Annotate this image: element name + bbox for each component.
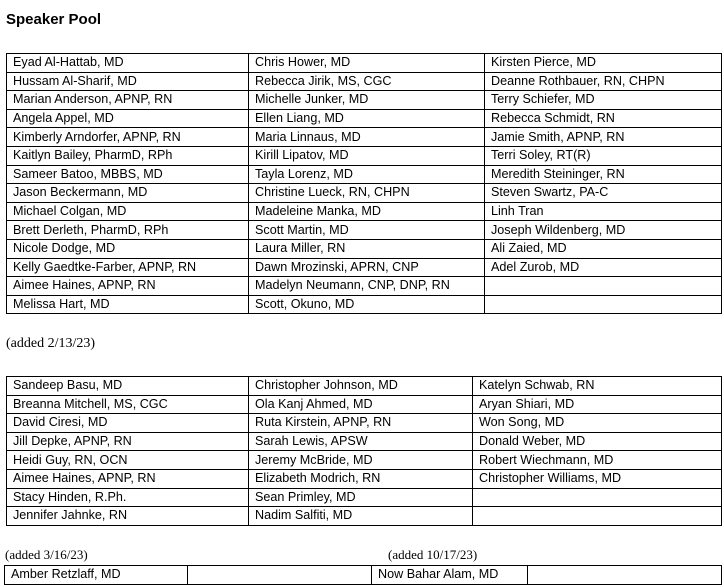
speaker-cell: Katelyn Schwab, RN (473, 377, 722, 396)
table-row (7, 295, 722, 314)
table-row (7, 395, 722, 414)
speaker-cell: Jason Beckermann, MD (7, 184, 249, 203)
speaker-cell: Jamie Smith, APNP, RN (485, 128, 722, 147)
speaker-table-3 (4, 565, 722, 585)
table-row (7, 202, 722, 221)
speaker-cell: Aryan Shiari, MD (473, 395, 722, 414)
table-row (7, 54, 722, 73)
speaker-cell: Donald Weber, MD (473, 432, 722, 451)
speaker-cell: Ali Zaied, MD (485, 239, 722, 258)
speaker-cell: Jeremy McBride, MD (249, 451, 473, 470)
speaker-cell: Marian Anderson, APNP, RN (7, 91, 249, 110)
speaker-cell: Aimee Haines, APNP, RN (7, 277, 249, 296)
added-note-2: (added 3/16/23) (5, 547, 88, 562)
speaker-cell (528, 566, 722, 585)
speaker-cell: Deanne Rothbauer, RN, CHPN (485, 72, 722, 91)
table-row (7, 128, 722, 147)
speaker-cell: Jennifer Jahnke, RN (7, 507, 249, 526)
table-row (7, 165, 722, 184)
speaker-cell: Ola Kanj Ahmed, MD (249, 395, 473, 414)
speaker-cell: Linh Tran (485, 202, 722, 221)
speaker-cell: Tayla Lorenz, MD (249, 165, 485, 184)
added-note-1: (added 2/13/23) (6, 336, 96, 351)
speaker-cell: Maria Linnaus, MD (249, 128, 485, 147)
speaker-cell: Kaitlyn Bailey, PharmD, RPh (7, 146, 249, 165)
table-row (7, 146, 722, 165)
table-row (7, 451, 722, 470)
speaker-cell (473, 507, 722, 526)
speaker-cell: Michael Colgan, MD (7, 202, 249, 221)
speaker-cell: Meredith Steininger, RN (485, 165, 722, 184)
table-row (7, 377, 722, 396)
speaker-cell: Elizabeth Modrich, RN (249, 469, 473, 488)
speaker-cell: Christine Lueck, RN, CHPN (249, 184, 485, 203)
speaker-cell: Chris Hower, MD (249, 54, 485, 73)
speaker-cell: Michelle Junker, MD (249, 91, 485, 110)
table-row (7, 184, 722, 203)
table-row (7, 72, 722, 91)
speaker-cell: Aimee Haines, APNP, RN (7, 469, 249, 488)
table-row (7, 221, 722, 240)
speaker-cell: Eyad Al-Hattab, MD (7, 54, 249, 73)
speaker-cell: Kelly Gaedtke-Farber, APNP, RN (7, 258, 249, 277)
speaker-cell: Adel Zurob, MD (485, 258, 722, 277)
table-row (7, 507, 722, 526)
speaker-cell: Joseph Wildenberg, MD (485, 221, 722, 240)
table-row (7, 91, 722, 110)
table-row (7, 109, 722, 128)
speaker-cell (188, 566, 372, 585)
speaker-cell: Madelyn Neumann, CNP, DNP, RN (249, 277, 485, 296)
speaker-cell (473, 488, 722, 507)
page-title: Speaker Pool (6, 11, 102, 28)
speaker-cell: Melissa Hart, MD (7, 295, 249, 314)
table-row (7, 469, 722, 488)
speaker-cell: Hussam Al-Sharif, MD (7, 72, 249, 91)
speaker-cell: Sean Primley, MD (249, 488, 473, 507)
speaker-table-2 (6, 376, 722, 526)
speaker-cell: Christopher Johnson, MD (249, 377, 473, 396)
table-row (7, 488, 722, 507)
speaker-cell: Rebecca Jirik, MS, CGC (249, 72, 485, 91)
speaker-cell (485, 295, 722, 314)
speaker-cell: Nadim Salfiti, MD (249, 507, 473, 526)
speaker-cell: Scott Martin, MD (249, 221, 485, 240)
table-row (7, 239, 722, 258)
table-row (7, 277, 722, 296)
speaker-cell: Kimberly Arndorfer, APNP, RN (7, 128, 249, 147)
speaker-cell: Breanna Mitchell, MS, CGC (7, 395, 249, 414)
added-note-3: (added 10/17/23) (388, 547, 478, 562)
speaker-cell: David Ciresi, MD (7, 414, 249, 433)
speaker-cell: Nicole Dodge, MD (7, 239, 249, 258)
speaker-cell: Robert Wiechmann, MD (473, 451, 722, 470)
speaker-cell: Madeleine Manka, MD (249, 202, 485, 221)
speaker-cell: Angela Appel, MD (7, 109, 249, 128)
speaker-cell: Laura Miller, RN (249, 239, 485, 258)
speaker-cell: Ellen Liang, MD (249, 109, 485, 128)
speaker-cell: Now Bahar Alam, MD (372, 566, 528, 585)
speaker-cell: Scott, Okuno, MD (249, 295, 485, 314)
table-row (7, 432, 722, 451)
speaker-cell: Christopher Williams, MD (473, 469, 722, 488)
speaker-cell: Heidi Guy, RN, OCN (7, 451, 249, 470)
table-row (5, 566, 722, 585)
speaker-cell: Stacy Hinden, R.Ph. (7, 488, 249, 507)
speaker-cell: Ruta Kirstein, APNP, RN (249, 414, 473, 433)
speaker-cell: Won Song, MD (473, 414, 722, 433)
speaker-cell: Rebecca Schmidt, RN (485, 109, 722, 128)
speaker-cell: Terri Soley, RT(R) (485, 146, 722, 165)
speaker-cell: Steven Swartz, PA-C (485, 184, 722, 203)
speaker-cell: Sandeep Basu, MD (7, 377, 249, 396)
table-row (7, 258, 722, 277)
speaker-cell: Terry Schiefer, MD (485, 91, 722, 110)
speaker-cell: Sarah Lewis, APSW (249, 432, 473, 451)
speaker-cell: Kirill Lipatov, MD (249, 146, 485, 165)
speaker-cell: Sameer Batoo, MBBS, MD (7, 165, 249, 184)
table-row (7, 414, 722, 433)
speaker-table-1 (6, 53, 722, 314)
speaker-cell (485, 277, 722, 296)
speaker-cell: Brett Derleth, PharmD, RPh (7, 221, 249, 240)
speaker-cell: Amber Retzlaff, MD (5, 566, 188, 585)
speaker-cell: Dawn Mrozinski, APRN, CNP (249, 258, 485, 277)
speaker-cell: Jill Depke, APNP, RN (7, 432, 249, 451)
speaker-cell: Kirsten Pierce, MD (485, 54, 722, 73)
